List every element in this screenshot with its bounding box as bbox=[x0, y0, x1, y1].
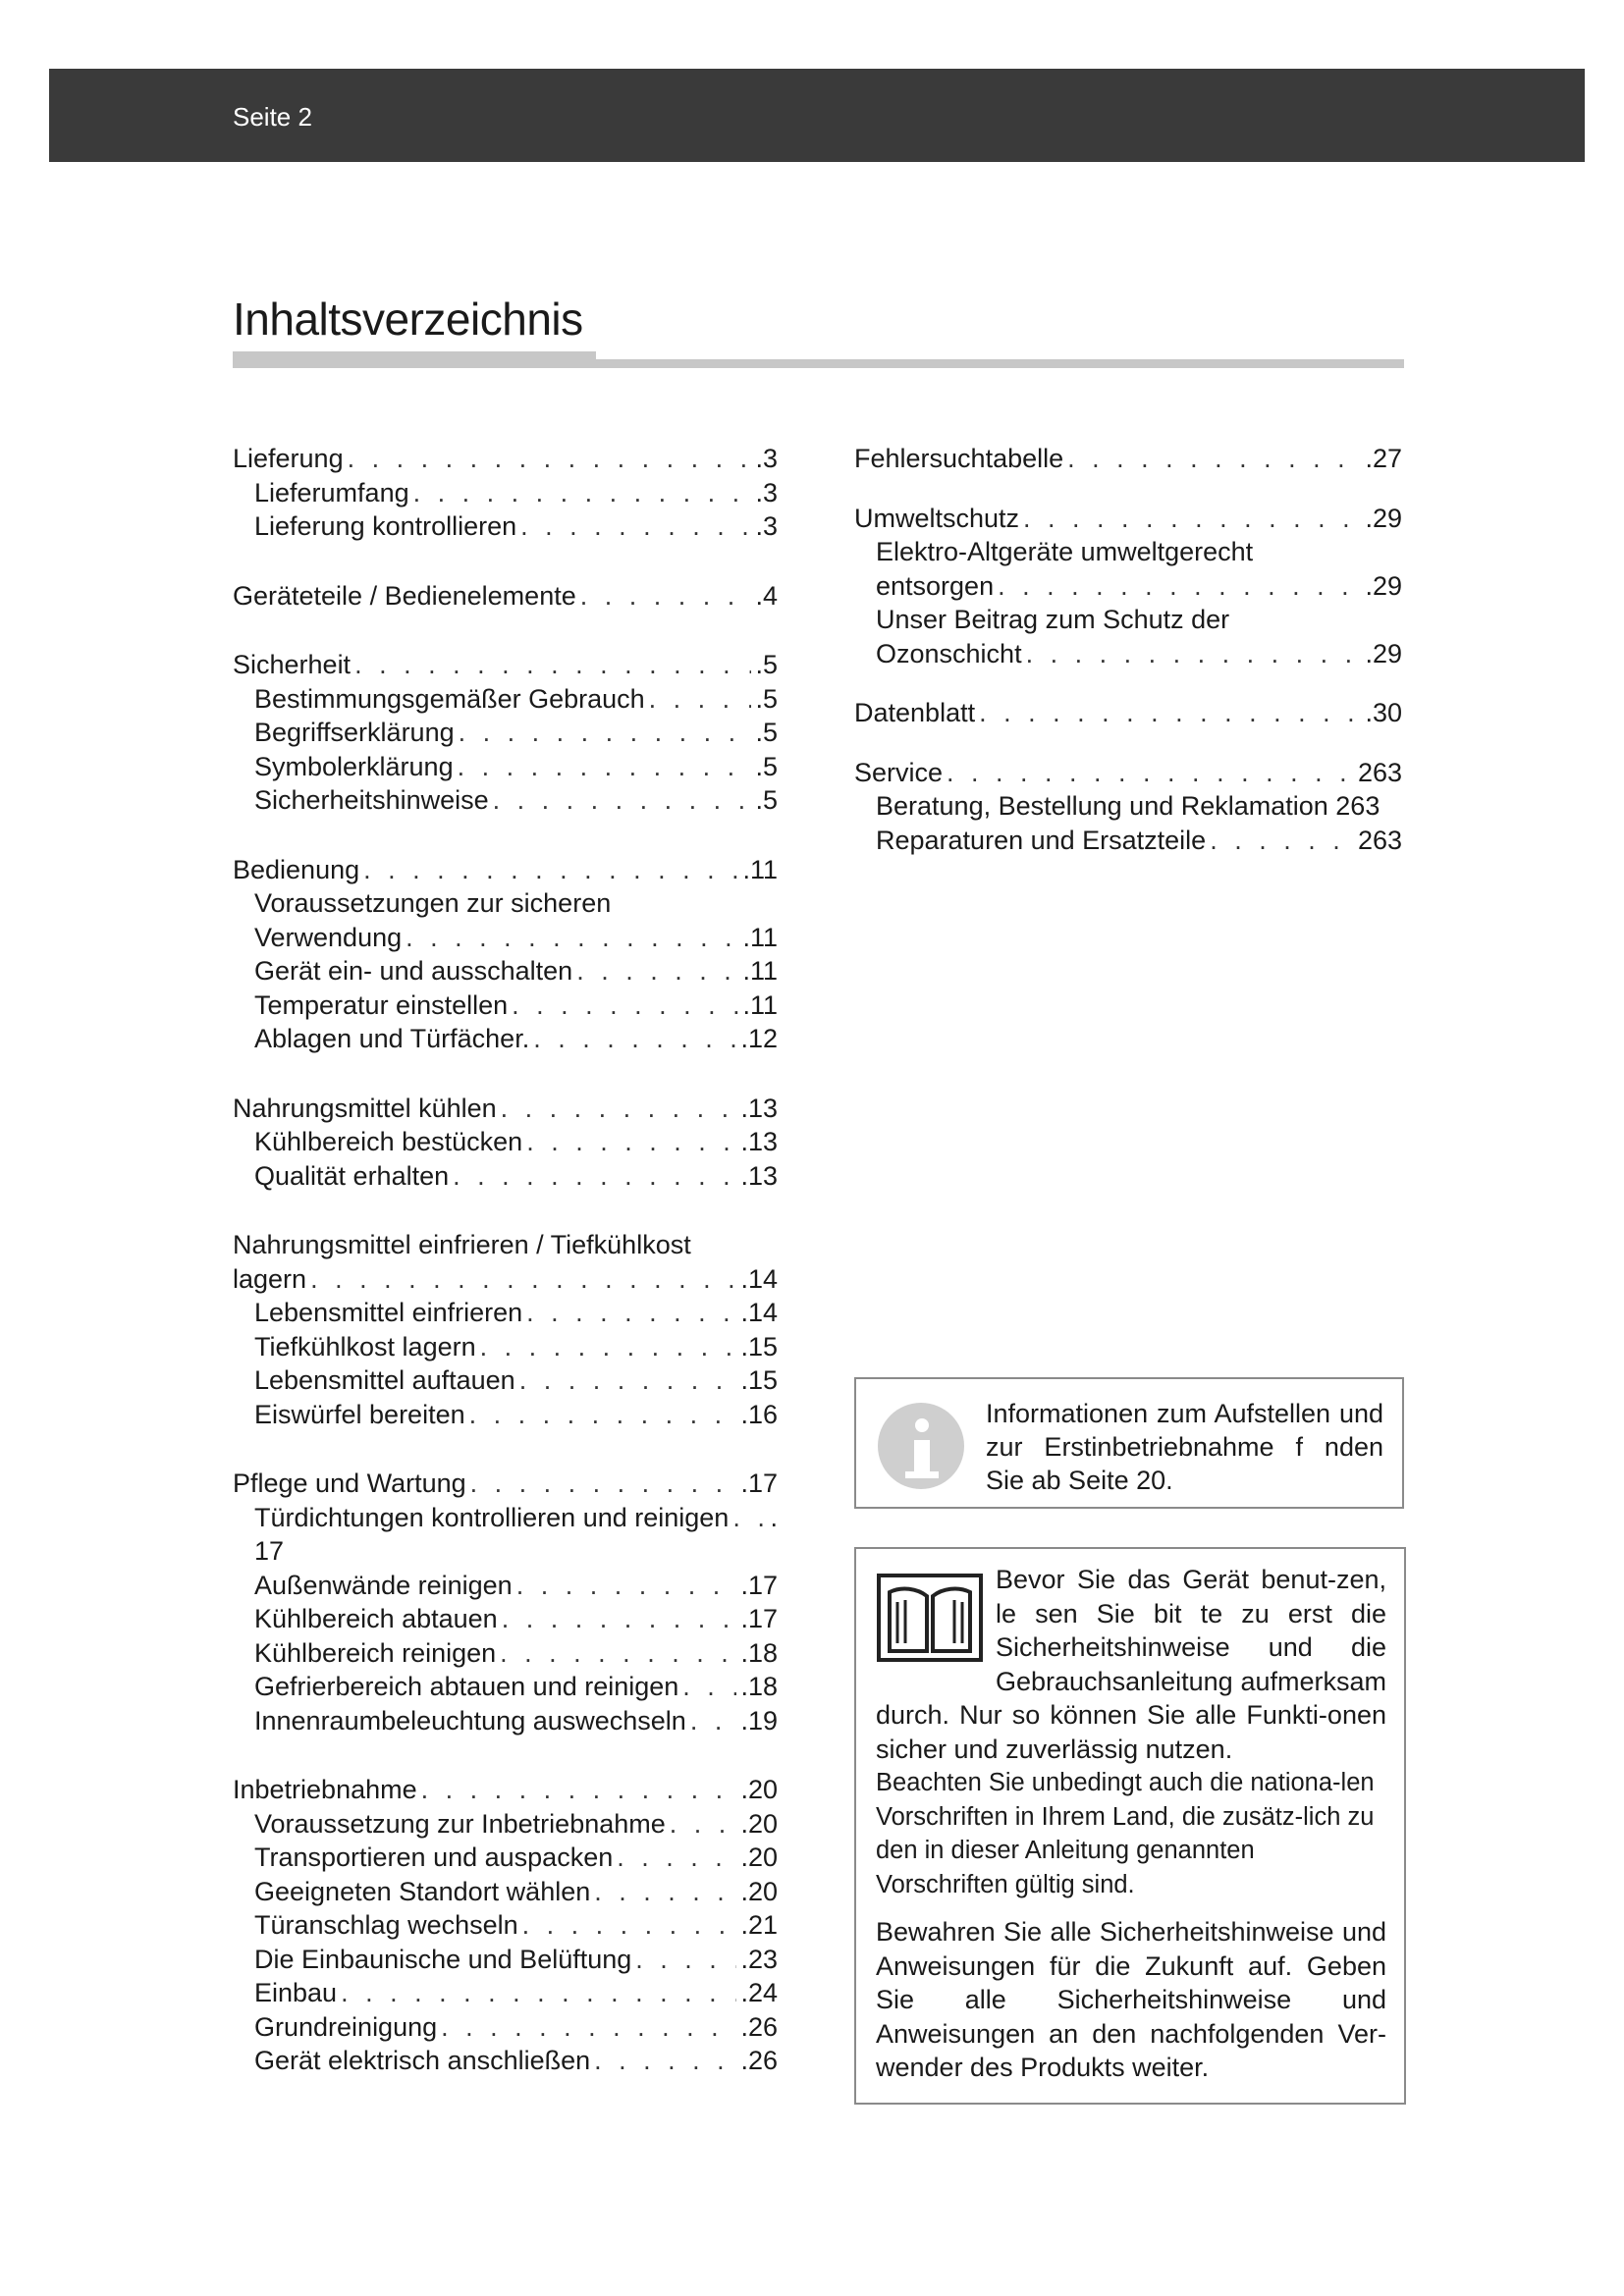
toc-entry[interactable] bbox=[233, 783, 778, 818]
toc-entry-label: Innenraumbeleuchtung auswechseln bbox=[254, 1705, 686, 1735]
toc-entry-page: .11 bbox=[742, 922, 778, 952]
toc-entry-page: .30 bbox=[1365, 698, 1402, 727]
warning-paragraph-2: Beachten Sie unbedingt auch die nationa-len Vorschriften in Ihrem Land, die zusätz-lich zu den in dieser Anleitung genannten Vorschriften gültig sind. bbox=[876, 1769, 1375, 1898]
toc-right-column bbox=[854, 442, 1402, 882]
toc-entry[interactable] bbox=[233, 1875, 778, 1909]
toc-entry[interactable] bbox=[233, 509, 778, 544]
toc-entry-label: Kühlbereich reinigen bbox=[254, 1637, 497, 1668]
toc-entry-page: .29 bbox=[1365, 570, 1402, 601]
warning-paragraph-1: Bevor Sie das Gerät benut-zen, le sen Sie bit te zu erst die Sicherheitshinweise und die Gebrauchsanleitung aufmerksam durch. Nur so können Sie alle Funkti-onen sicher und zuverlässig nutzen. bbox=[876, 1565, 1386, 1764]
toc-entry-label: Die Einbaunische und Belüftung bbox=[254, 1944, 632, 1974]
toc-leader-dots bbox=[1023, 502, 1361, 536]
toc-entry-label: Datenblatt bbox=[854, 698, 976, 727]
toc-entry[interactable]: Unser Beitrag zum Schutz der bbox=[876, 605, 1230, 634]
toc-leader-dots bbox=[500, 1636, 736, 1671]
toc-group bbox=[854, 442, 1402, 476]
toc-leader-dots bbox=[520, 509, 751, 544]
toc-entry-label: Gerät elektrisch anschließen bbox=[254, 2046, 591, 2075]
toc-entry[interactable] bbox=[233, 442, 778, 476]
toc-entry-label: Gerät ein- und ausschalten bbox=[254, 956, 573, 986]
toc-leader-dots bbox=[682, 1670, 736, 1704]
toc-group bbox=[233, 1228, 778, 1431]
toc-leader-dots bbox=[526, 1125, 736, 1159]
toc-entry-label: Lebensmittel auftauen bbox=[254, 1365, 515, 1395]
toc-entry-page: .13 bbox=[740, 1093, 778, 1123]
warning-box bbox=[854, 1547, 1406, 2105]
toc-entry[interactable] bbox=[233, 1296, 778, 1330]
toc-entry-label: Außenwände reinigen bbox=[254, 1570, 513, 1600]
toc-entry-page: .12 bbox=[740, 1024, 778, 1053]
toc-group bbox=[854, 696, 1402, 730]
toc-leader-dots bbox=[453, 1159, 736, 1194]
toc-entry[interactable] bbox=[233, 1943, 778, 1977]
toc-entry[interactable] bbox=[233, 1670, 778, 1704]
toc-entry-label: Sicherheitshinweise bbox=[254, 785, 489, 815]
toc-entry[interactable] bbox=[233, 1092, 778, 1126]
toc-entry-page: .15 bbox=[740, 1331, 778, 1362]
toc-leader-dots bbox=[501, 1092, 737, 1126]
toc-entry-label: Verwendung bbox=[254, 922, 403, 952]
toc-entry-page: .11 bbox=[742, 854, 778, 884]
toc-entry-label: Bestimmungsgemäßer Gebrauch bbox=[254, 683, 645, 714]
toc-entry-page: .3 bbox=[755, 444, 778, 473]
toc-entry-page: .24 bbox=[740, 1978, 778, 2007]
toc-entry[interactable]: Elektro-Altgeräte umweltgerecht bbox=[876, 537, 1254, 566]
toc-group bbox=[233, 579, 778, 614]
toc-entry[interactable] bbox=[854, 824, 1402, 858]
toc-entry[interactable] bbox=[233, 1125, 778, 1159]
toc-entry-page: .5 bbox=[755, 751, 778, 781]
toc-entry-label: Tiefkühlkost lagern bbox=[254, 1331, 476, 1362]
toc-leader-dots bbox=[998, 569, 1361, 604]
toc-entry-label: Inbetriebnahme bbox=[233, 1775, 417, 1804]
toc-leader-dots bbox=[470, 1467, 737, 1501]
toc-entry-label: Türdichtungen kontrollieren und reinigen bbox=[254, 1502, 730, 1532]
toc-entry-page: .5 bbox=[755, 650, 778, 679]
toc-leader-dots bbox=[469, 1398, 737, 1432]
toc-entry-label: Sicherheit bbox=[233, 650, 352, 679]
toc-leader-dots bbox=[413, 476, 752, 510]
toc-leader-dots bbox=[594, 2044, 736, 2078]
toc-entry-label: Lieferung kontrollieren bbox=[254, 511, 517, 541]
toc-leader-dots bbox=[732, 1501, 766, 1535]
toc-leader-dots bbox=[1067, 442, 1361, 476]
toc-leader-dots bbox=[512, 988, 738, 1023]
toc-leader-dots bbox=[1210, 824, 1354, 858]
toc-entry-label: Bedienung bbox=[233, 854, 360, 884]
toc-group bbox=[854, 756, 1402, 858]
toc-entry[interactable] bbox=[233, 476, 778, 510]
toc-leader-dots bbox=[516, 1569, 737, 1603]
toc-entry[interactable] bbox=[233, 954, 778, 988]
info-text: Informationen zum Aufstellen und zur Erstinbetriebnahme f nden Sie ab Seite 20. bbox=[986, 1399, 1383, 1495]
toc-entry-page: .29 bbox=[1365, 503, 1402, 533]
toc-leader-dots bbox=[363, 853, 738, 887]
toc-entry[interactable] bbox=[233, 921, 778, 955]
toc-entry-page: .18 bbox=[740, 1672, 778, 1701]
toc-leader-dots bbox=[341, 1976, 736, 2010]
toc-leader-dots bbox=[522, 1908, 737, 1943]
toc-entry-label: Lieferung bbox=[233, 444, 344, 473]
toc-leader-dots bbox=[576, 954, 738, 988]
toc-leader-dots bbox=[533, 1022, 736, 1056]
toc-leader-dots bbox=[670, 1807, 737, 1842]
toc-entry-page: .27 bbox=[1365, 444, 1402, 473]
toc-entry-page: 263 bbox=[1357, 825, 1402, 855]
toc-entry[interactable] bbox=[233, 2010, 778, 2045]
toc-entry-label: Ozonschicht bbox=[876, 638, 1022, 668]
page-header-bar bbox=[49, 69, 1585, 162]
page-number-label: Seite 2 bbox=[233, 102, 312, 132]
toc-entry[interactable] bbox=[233, 579, 778, 614]
toc-entry[interactable] bbox=[233, 1569, 778, 1603]
toc-entry-page: .26 bbox=[740, 2011, 778, 2042]
toc-group bbox=[854, 502, 1402, 671]
toc-leader-dots bbox=[979, 696, 1361, 730]
toc-leader-dots bbox=[354, 648, 751, 682]
toc-entry[interactable] bbox=[233, 988, 778, 1023]
toc-entry[interactable] bbox=[854, 696, 1402, 730]
toc-entry-page: .5 bbox=[755, 718, 778, 747]
toc-entry-page: . bbox=[770, 1502, 778, 1532]
toc-entry-label: Lebensmittel einfrieren bbox=[254, 1298, 523, 1327]
toc-entry-page: .5 bbox=[755, 785, 778, 815]
toc-entry-label: Einbau bbox=[254, 1978, 338, 2007]
toc-entry-page: .20 bbox=[740, 1775, 778, 1804]
toc-entry-page: .14 bbox=[740, 1263, 778, 1294]
info-icon bbox=[878, 1403, 964, 1489]
toc-entry-page: .17 bbox=[740, 1570, 778, 1600]
toc-group bbox=[233, 853, 778, 1056]
toc-entry[interactable] bbox=[233, 716, 778, 750]
toc-entry[interactable] bbox=[233, 1363, 778, 1398]
toc-entry-label: Begriffserklärung bbox=[254, 718, 455, 747]
toc-entry-label: Türanschlag wechseln bbox=[254, 1910, 518, 1940]
page-title: Inhaltsverzeichnis bbox=[233, 294, 583, 345]
toc-entry[interactable] bbox=[233, 1022, 778, 1056]
toc-entry-label: Gefrierbereich abtauen und reinigen bbox=[254, 1672, 679, 1701]
toc-entry-page: .3 bbox=[755, 511, 778, 541]
toc-entry[interactable] bbox=[233, 853, 778, 887]
toc-leader-dots bbox=[1026, 637, 1362, 671]
toc-entry-page: .13 bbox=[740, 1127, 778, 1156]
toc-leader-dots bbox=[441, 2010, 736, 2045]
toc-entry-page: .17 bbox=[740, 1468, 778, 1498]
toc-entry-page: 263 bbox=[1357, 757, 1402, 787]
toc-entry-label: Voraussetzung zur Inbetriebnahme bbox=[254, 1808, 666, 1839]
toc-group bbox=[233, 1773, 778, 2078]
toc-entry-page: .20 bbox=[740, 1842, 778, 1872]
toc-left-column bbox=[233, 442, 778, 2113]
toc-entry[interactable] bbox=[233, 2044, 778, 2078]
toc-entry-page: .3 bbox=[755, 477, 778, 507]
toc-leader-dots bbox=[649, 682, 752, 717]
toc-entry[interactable] bbox=[854, 637, 1402, 671]
toc-leader-dots bbox=[526, 1296, 736, 1330]
toc-entry[interactable] bbox=[233, 1159, 778, 1194]
toc-entry-page: .29 bbox=[1365, 638, 1402, 668]
toc-entry-label: Geeigneten Standort wählen bbox=[254, 1876, 591, 1906]
toc-entry[interactable] bbox=[233, 682, 778, 717]
toc-entry[interactable] bbox=[233, 1908, 778, 1943]
toc-entry[interactable] bbox=[854, 756, 1402, 790]
toc-entry-page: .11 bbox=[742, 956, 778, 986]
toc-leader-dots bbox=[348, 442, 752, 476]
toc-entry[interactable] bbox=[233, 1841, 778, 1875]
toc-leader-dots bbox=[458, 750, 752, 784]
toc-entry-label: Temperatur einstellen bbox=[254, 989, 509, 1020]
toc-entry-label: Ablagen und Türfächer. bbox=[254, 1024, 530, 1053]
warning-paragraph-3: Bewahren Sie alle Sicherheitshinweise und Anweisungen für die Zukunft auf. Geben Sie alle Sicherheitshinweise und Anweisungen an den nachfolgenden Ver-wender des Produkts weiter. bbox=[876, 1917, 1386, 2082]
toc-entry[interactable] bbox=[854, 442, 1402, 476]
toc-entry-label: Lieferumfang bbox=[254, 477, 409, 507]
toc-entry-label: Transportieren und auspacken bbox=[254, 1842, 614, 1872]
toc-entry[interactable] bbox=[233, 1330, 778, 1364]
title-underline bbox=[233, 359, 1404, 368]
toc-entry-label: Kühlbereich abtauen bbox=[254, 1604, 498, 1633]
toc-entry[interactable] bbox=[233, 1262, 778, 1297]
toc-entry[interactable]: Voraussetzungen zur sicheren bbox=[254, 888, 612, 918]
toc-entry[interactable] bbox=[854, 569, 1402, 604]
toc-entry-page: .14 bbox=[740, 1298, 778, 1327]
toc-entry-label: Reparaturen und Ersatzteile bbox=[876, 825, 1207, 855]
toc-entry-page: .21 bbox=[740, 1910, 778, 1940]
toc-entry-label: Grundreinigung bbox=[254, 2011, 438, 2042]
toc-group bbox=[233, 1467, 778, 1737]
toc-entry-label: Pflege und Wartung bbox=[233, 1468, 466, 1498]
toc-entry[interactable] bbox=[233, 1773, 778, 1807]
toc-entry[interactable] bbox=[233, 1807, 778, 1842]
toc-leader-dots bbox=[580, 579, 752, 614]
toc-leader-dots bbox=[502, 1602, 737, 1636]
toc-entry-label: entsorgen bbox=[876, 570, 995, 601]
toc-leader-dots bbox=[635, 1943, 736, 1977]
toc-entry[interactable]: 17 bbox=[254, 1536, 285, 1566]
toc-leader-dots bbox=[480, 1330, 737, 1364]
toc-entry-page: .15 bbox=[740, 1365, 778, 1395]
toc-entry-page: .11 bbox=[742, 989, 778, 1020]
toc-entry-label: Geräteteile / Bedienelemente bbox=[233, 580, 576, 611]
toc-entry-page: .13 bbox=[740, 1160, 778, 1191]
toc-entry[interactable] bbox=[233, 648, 778, 682]
toc-group bbox=[233, 1092, 778, 1194]
toc-entry-page: .20 bbox=[740, 1876, 778, 1906]
toc-leader-dots bbox=[519, 1363, 737, 1398]
toc-entry[interactable] bbox=[233, 750, 778, 784]
toc-entry[interactable] bbox=[233, 1501, 778, 1535]
toc-leader-dots bbox=[459, 716, 752, 750]
toc-entry-page: .20 bbox=[740, 1808, 778, 1839]
toc-entry[interactable] bbox=[854, 502, 1402, 536]
toc-entry[interactable] bbox=[233, 1704, 778, 1738]
toc-entry-page: .19 bbox=[740, 1705, 778, 1735]
toc-entry-label: Eiswürfel bereiten bbox=[254, 1399, 465, 1429]
toc-group bbox=[233, 442, 778, 544]
toc-leader-dots bbox=[310, 1262, 736, 1297]
toc-leader-dots bbox=[690, 1704, 737, 1738]
toc-entry-label: Nahrungsmittel kühlen bbox=[233, 1093, 497, 1123]
toc-entry[interactable]: Nahrungsmittel einfrieren / Tiefkühlkost bbox=[233, 1230, 691, 1259]
toc-entry-label: lagern bbox=[233, 1263, 307, 1294]
toc-entry-page: .5 bbox=[755, 683, 778, 714]
info-box bbox=[854, 1377, 1404, 1509]
toc-entry-label: Symbolerklärung bbox=[254, 751, 454, 781]
toc-leader-dots bbox=[406, 921, 738, 955]
toc-entry-label: Service bbox=[854, 757, 944, 787]
toc-entry-page: .18 bbox=[740, 1637, 778, 1668]
toc-entry[interactable] bbox=[233, 1602, 778, 1636]
toc-entry-page: .4 bbox=[755, 580, 778, 611]
toc-entry-page: .23 bbox=[740, 1944, 778, 1974]
toc-entry-label: Fehlersuchtabelle bbox=[854, 444, 1064, 473]
toc-leader-dots bbox=[493, 783, 752, 818]
toc-entry[interactable] bbox=[233, 1976, 778, 2010]
toc-entry-page: .17 bbox=[740, 1604, 778, 1633]
toc-entry[interactable] bbox=[233, 1467, 778, 1501]
toc-entry-page: .26 bbox=[740, 2046, 778, 2075]
toc-entry-label: Kühlbereich bestücken bbox=[254, 1127, 523, 1156]
toc-entry-page: .16 bbox=[740, 1399, 778, 1429]
toc-group bbox=[233, 648, 778, 818]
toc-entry[interactable] bbox=[233, 1398, 778, 1432]
toc-entry-label: Qualität erhalten bbox=[254, 1160, 450, 1191]
toc-leader-dots bbox=[421, 1773, 737, 1807]
toc-leader-dots bbox=[617, 1841, 736, 1875]
toc-entry[interactable] bbox=[233, 1636, 778, 1671]
toc-entry-label: Umweltschutz bbox=[854, 503, 1020, 533]
toc-entry[interactable]: Beratung, Bestellung und Reklamation 263 bbox=[876, 791, 1380, 821]
toc-leader-dots bbox=[947, 756, 1354, 790]
toc-leader-dots bbox=[594, 1875, 736, 1909]
